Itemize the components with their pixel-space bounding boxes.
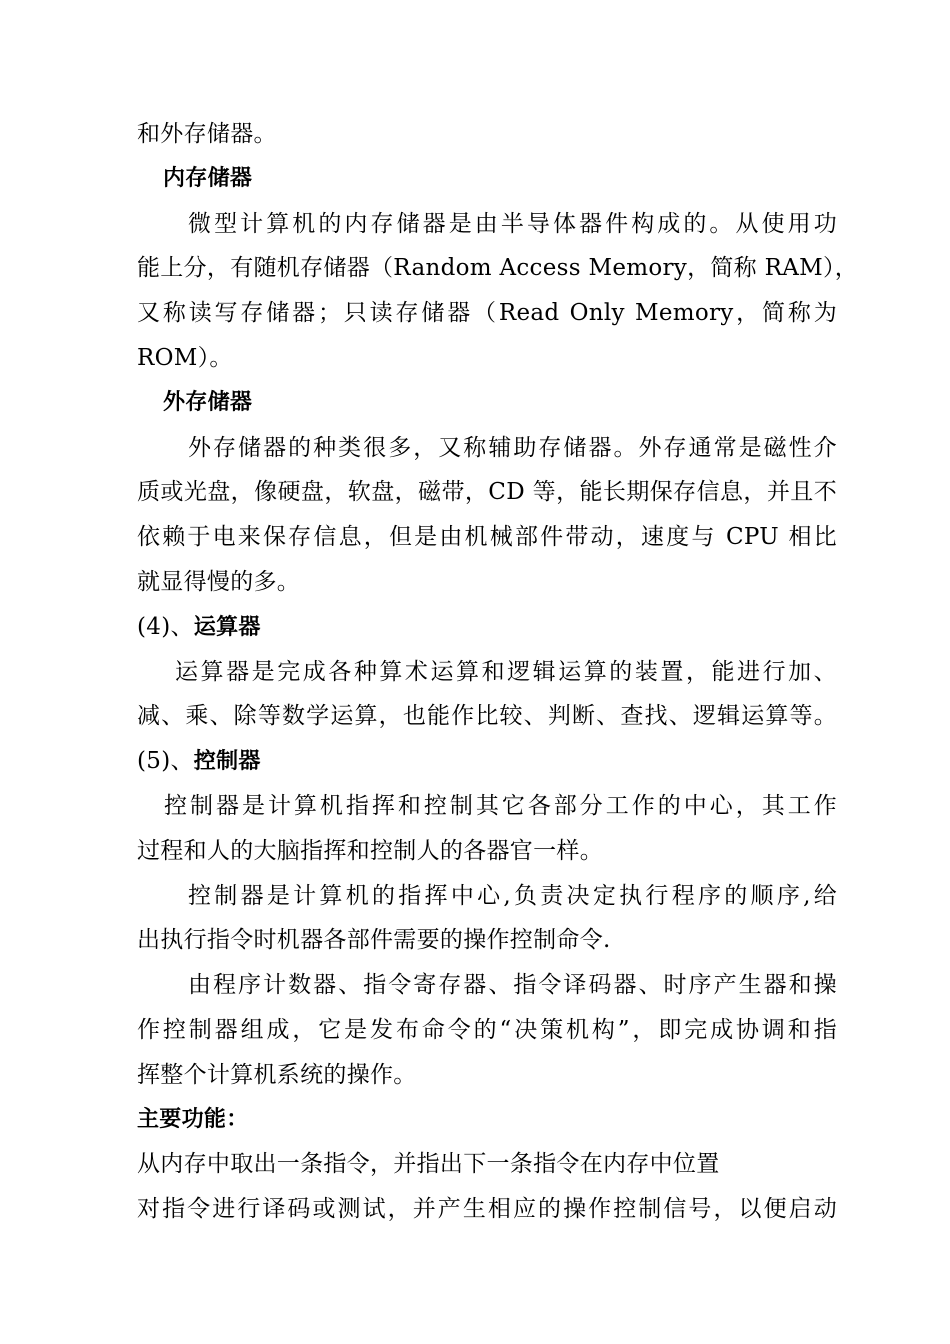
paragraph-line: 作控制器组成，它是发布命令的“决策机构”，即完成协调和指 (137, 1016, 837, 1043)
paragraph-line: 依赖于电来保存信息，但是由机械部件带动，速度与 CPU 相比 (137, 524, 837, 551)
paragraph-line: 外存储器的种类很多，又称辅助存储器。外存通常是磁性介 (188, 434, 837, 461)
list-item: 从内存中取出一条指令，并指出下一条指令在内存中位置 (137, 1151, 720, 1178)
paragraph-line: ROM）。 (137, 344, 233, 371)
heading-number: (4)、 (137, 613, 194, 640)
paragraph-line: 质或光盘，像硬盘，软盘，磁带，CD 等，能长期保存信息，并且不 (137, 479, 837, 506)
paragraph-line: 又称读写存储器；只读存储器（Read Only Memory，简称为 (137, 300, 837, 327)
heading-external-memory: 外存储器 (163, 389, 253, 415)
heading-number: (5)、 (137, 748, 194, 775)
heading-main-functions: 主要功能： (137, 1106, 249, 1132)
paragraph-line: 由程序计数器、指令寄存器、指令译码器、时序产生器和操 (188, 972, 837, 999)
paragraph-line: 过程和人的大脑指挥和控制人的各器官一样。 (137, 837, 603, 864)
heading-internal-memory: 内存储器 (163, 165, 253, 191)
paragraph-line: 出执行指令时机器各部件需要的操作控制命令. (137, 927, 611, 954)
document-body (137, 112, 859, 1232)
paragraph-line: 和外存储器。 (137, 121, 277, 147)
paragraph-line: 控制器是计算机的指挥中心,负责决定执行程序的顺序,给 (188, 882, 837, 909)
paragraph-line: 运算器是完成各种算术运算和逻辑运算的装置，能进行加、 (175, 658, 837, 685)
paragraph-line: 微型计算机的内存储器是由半导体器件构成的。从使用功 (188, 210, 837, 237)
paragraph-line: 就显得慢的多。 (137, 568, 301, 595)
heading-text: 控制器 (193, 749, 261, 775)
paragraph-line: 控制器是计算机指挥和控制其它各部分工作的中心，其工作 (164, 792, 837, 819)
heading-controller (137, 739, 837, 784)
heading-text: 运算器 (193, 614, 261, 640)
paragraph-line: 能上分，有随机存储器（Random Access Memory，简称 RAM）， (137, 255, 859, 282)
heading-alu (137, 605, 837, 650)
list-item: 对指令进行译码或测试，并产生相应的操作控制信号，以便启动 (137, 1196, 837, 1223)
paragraph-line: 挥整个计算机系统的操作。 (137, 1061, 417, 1088)
paragraph-line: 减、乘、除等数学运算，也能作比较、判断、查找、逻辑运算等。 (137, 703, 837, 730)
